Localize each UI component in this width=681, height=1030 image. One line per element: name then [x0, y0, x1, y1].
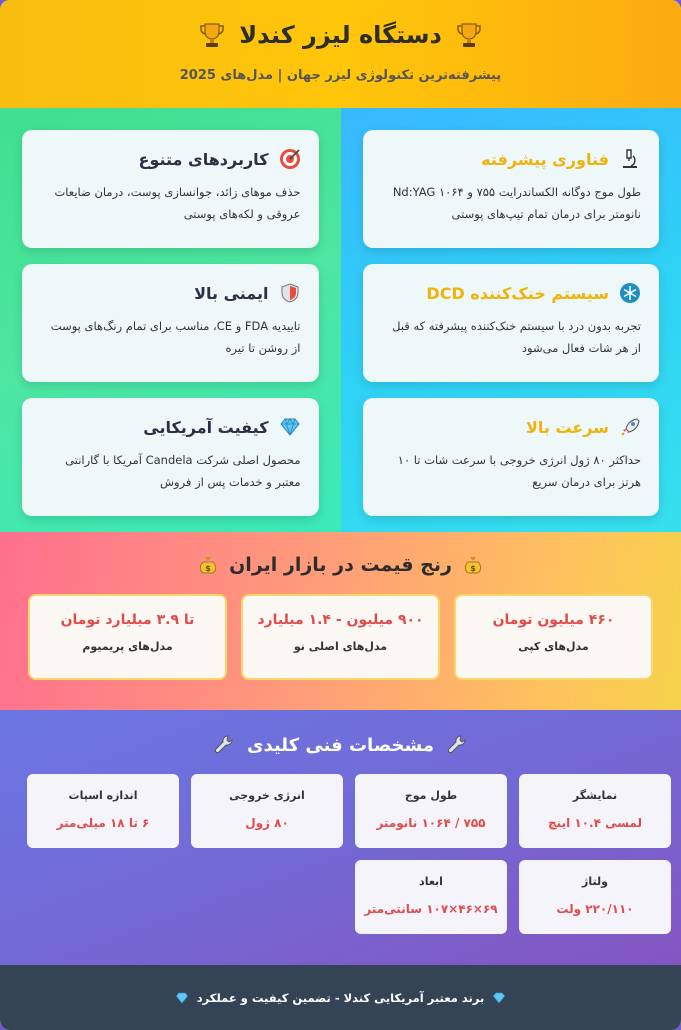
diamond-icon	[175, 991, 189, 1005]
feature-card	[22, 130, 319, 248]
features-column-right	[341, 108, 681, 532]
rocket-icon	[619, 416, 641, 438]
spec-card	[27, 774, 179, 848]
svg-text:$: $	[205, 564, 211, 573]
spec-grid	[0, 756, 681, 934]
feature-text: طول موج دوگانه الکساندرایت ۷۵۵ و Nd:YAG ۱۰۶۴ نانومتر برای درمان تمام تیپ‌های پوستی	[392, 185, 641, 221]
feature-card	[363, 130, 660, 248]
diamond-icon	[279, 416, 301, 438]
price-label: مدل‌های اصلی نو	[293, 640, 388, 653]
page-title-row	[0, 20, 681, 50]
price-value: ۴۶۰ میلیون تومان	[492, 612, 615, 628]
svg-text:$: $	[470, 564, 476, 573]
spec-value: لمسی ۱۰.۴ اینچ	[548, 816, 642, 830]
feature-card	[22, 264, 319, 382]
money-bag-icon	[462, 554, 484, 576]
trophy-icon	[454, 20, 484, 50]
price-card	[241, 594, 440, 680]
price-label: مدل‌های کپی	[518, 640, 589, 653]
wrench-icon	[446, 734, 468, 756]
price-title-row	[0, 554, 681, 576]
diamond-icon	[492, 991, 506, 1005]
header	[0, 0, 681, 108]
price-label: مدل‌های پریمیوم	[82, 640, 173, 653]
price-title: رنج قیمت در بازار ایران	[229, 554, 452, 576]
specs-title: مشخصات فنی کلیدی	[247, 734, 434, 756]
feature-title: ایمنی بالا	[194, 283, 269, 303]
footer	[0, 965, 681, 1030]
spec-label: انرژی خروجی	[229, 789, 305, 802]
feature-title: کیفیت آمریکایی	[143, 417, 269, 437]
feature-text: محصول اصلی شرکت Candela آمریکا با گارانتی معتبر و خدمات پس از فروش	[65, 453, 301, 489]
feature-title: سرعت بالا	[525, 417, 609, 437]
spec-card	[519, 774, 671, 848]
feature-title: فناوری پیشرفته	[481, 149, 609, 169]
page-title: دستگاه لیزر کندلا	[239, 21, 442, 49]
footer-text: برند معتبر آمریکایی کندلا - تضمین کیفیت و عملکرد	[196, 990, 485, 1005]
spec-card	[355, 774, 507, 848]
price-value: تا ۳.۹ میلیارد تومان	[60, 612, 195, 628]
spec-label: اندازه اسپات	[68, 789, 138, 802]
price-card	[28, 594, 227, 680]
specs-title-row	[0, 734, 681, 756]
feature-text: تجربه بدون درد با سیستم خنک‌کننده پیشرفته که قبل از هر شات فعال می‌شود	[392, 319, 641, 355]
features-section	[0, 108, 681, 532]
page-subtitle: پیشرفته‌ترین تکنولوژی لیزر جهان | مدل‌های 2025	[179, 68, 502, 83]
spec-value: ۶۹×۴۶×۱۰۷ سانتی‌متر	[364, 902, 498, 916]
feature-text: حذف موهای زائد، جوانسازی پوست، درمان ضایعات عروقی و لکه‌های پوستی	[54, 185, 301, 221]
money-bag-icon	[197, 554, 219, 576]
features-column-left	[0, 108, 341, 532]
spec-card	[519, 860, 671, 934]
spec-value: ۸۰ ژول	[245, 816, 289, 830]
price-section	[0, 532, 681, 710]
feature-title: کاربردهای متنوع	[138, 149, 269, 169]
microscope-icon	[619, 148, 641, 170]
spec-label: طول موج	[404, 789, 458, 802]
spec-card	[191, 774, 343, 848]
spec-label: ابعاد	[419, 875, 443, 888]
spec-value: ۷۵۵ / ۱۰۶۴ نانومتر	[376, 816, 486, 830]
snowflake-icon	[619, 282, 641, 304]
feature-title: سیستم خنک‌کننده DCD	[426, 283, 609, 303]
feature-card	[22, 398, 319, 516]
feature-text: تاییدیه FDA و CE، مناسب برای تمام رنگ‌های پوست از روشن تا تیره	[50, 319, 301, 355]
spec-label: ولتاژ	[582, 875, 608, 888]
trophy-icon	[197, 20, 227, 50]
specs-section	[0, 710, 681, 965]
feature-card	[363, 398, 660, 516]
price-cards	[0, 576, 681, 680]
target-icon	[279, 148, 301, 170]
spec-label: نمایشگر	[572, 789, 618, 802]
spec-value: ۶ تا ۱۸ میلی‌متر	[56, 816, 150, 830]
feature-text: حداکثر ۸۰ ژول انرژی خروجی با سرعت شات تا ۱۰ هرتز برای درمان سریع	[397, 453, 641, 489]
price-value: ۹۰۰ میلیون - ۱.۴ میلیارد	[257, 612, 424, 628]
price-card	[454, 594, 653, 680]
spec-value: ۲۲۰/۱۱۰ ولت	[556, 902, 634, 916]
wrench-icon	[213, 734, 235, 756]
shield-icon	[279, 282, 301, 304]
spec-card	[355, 860, 507, 934]
feature-card	[363, 264, 660, 382]
